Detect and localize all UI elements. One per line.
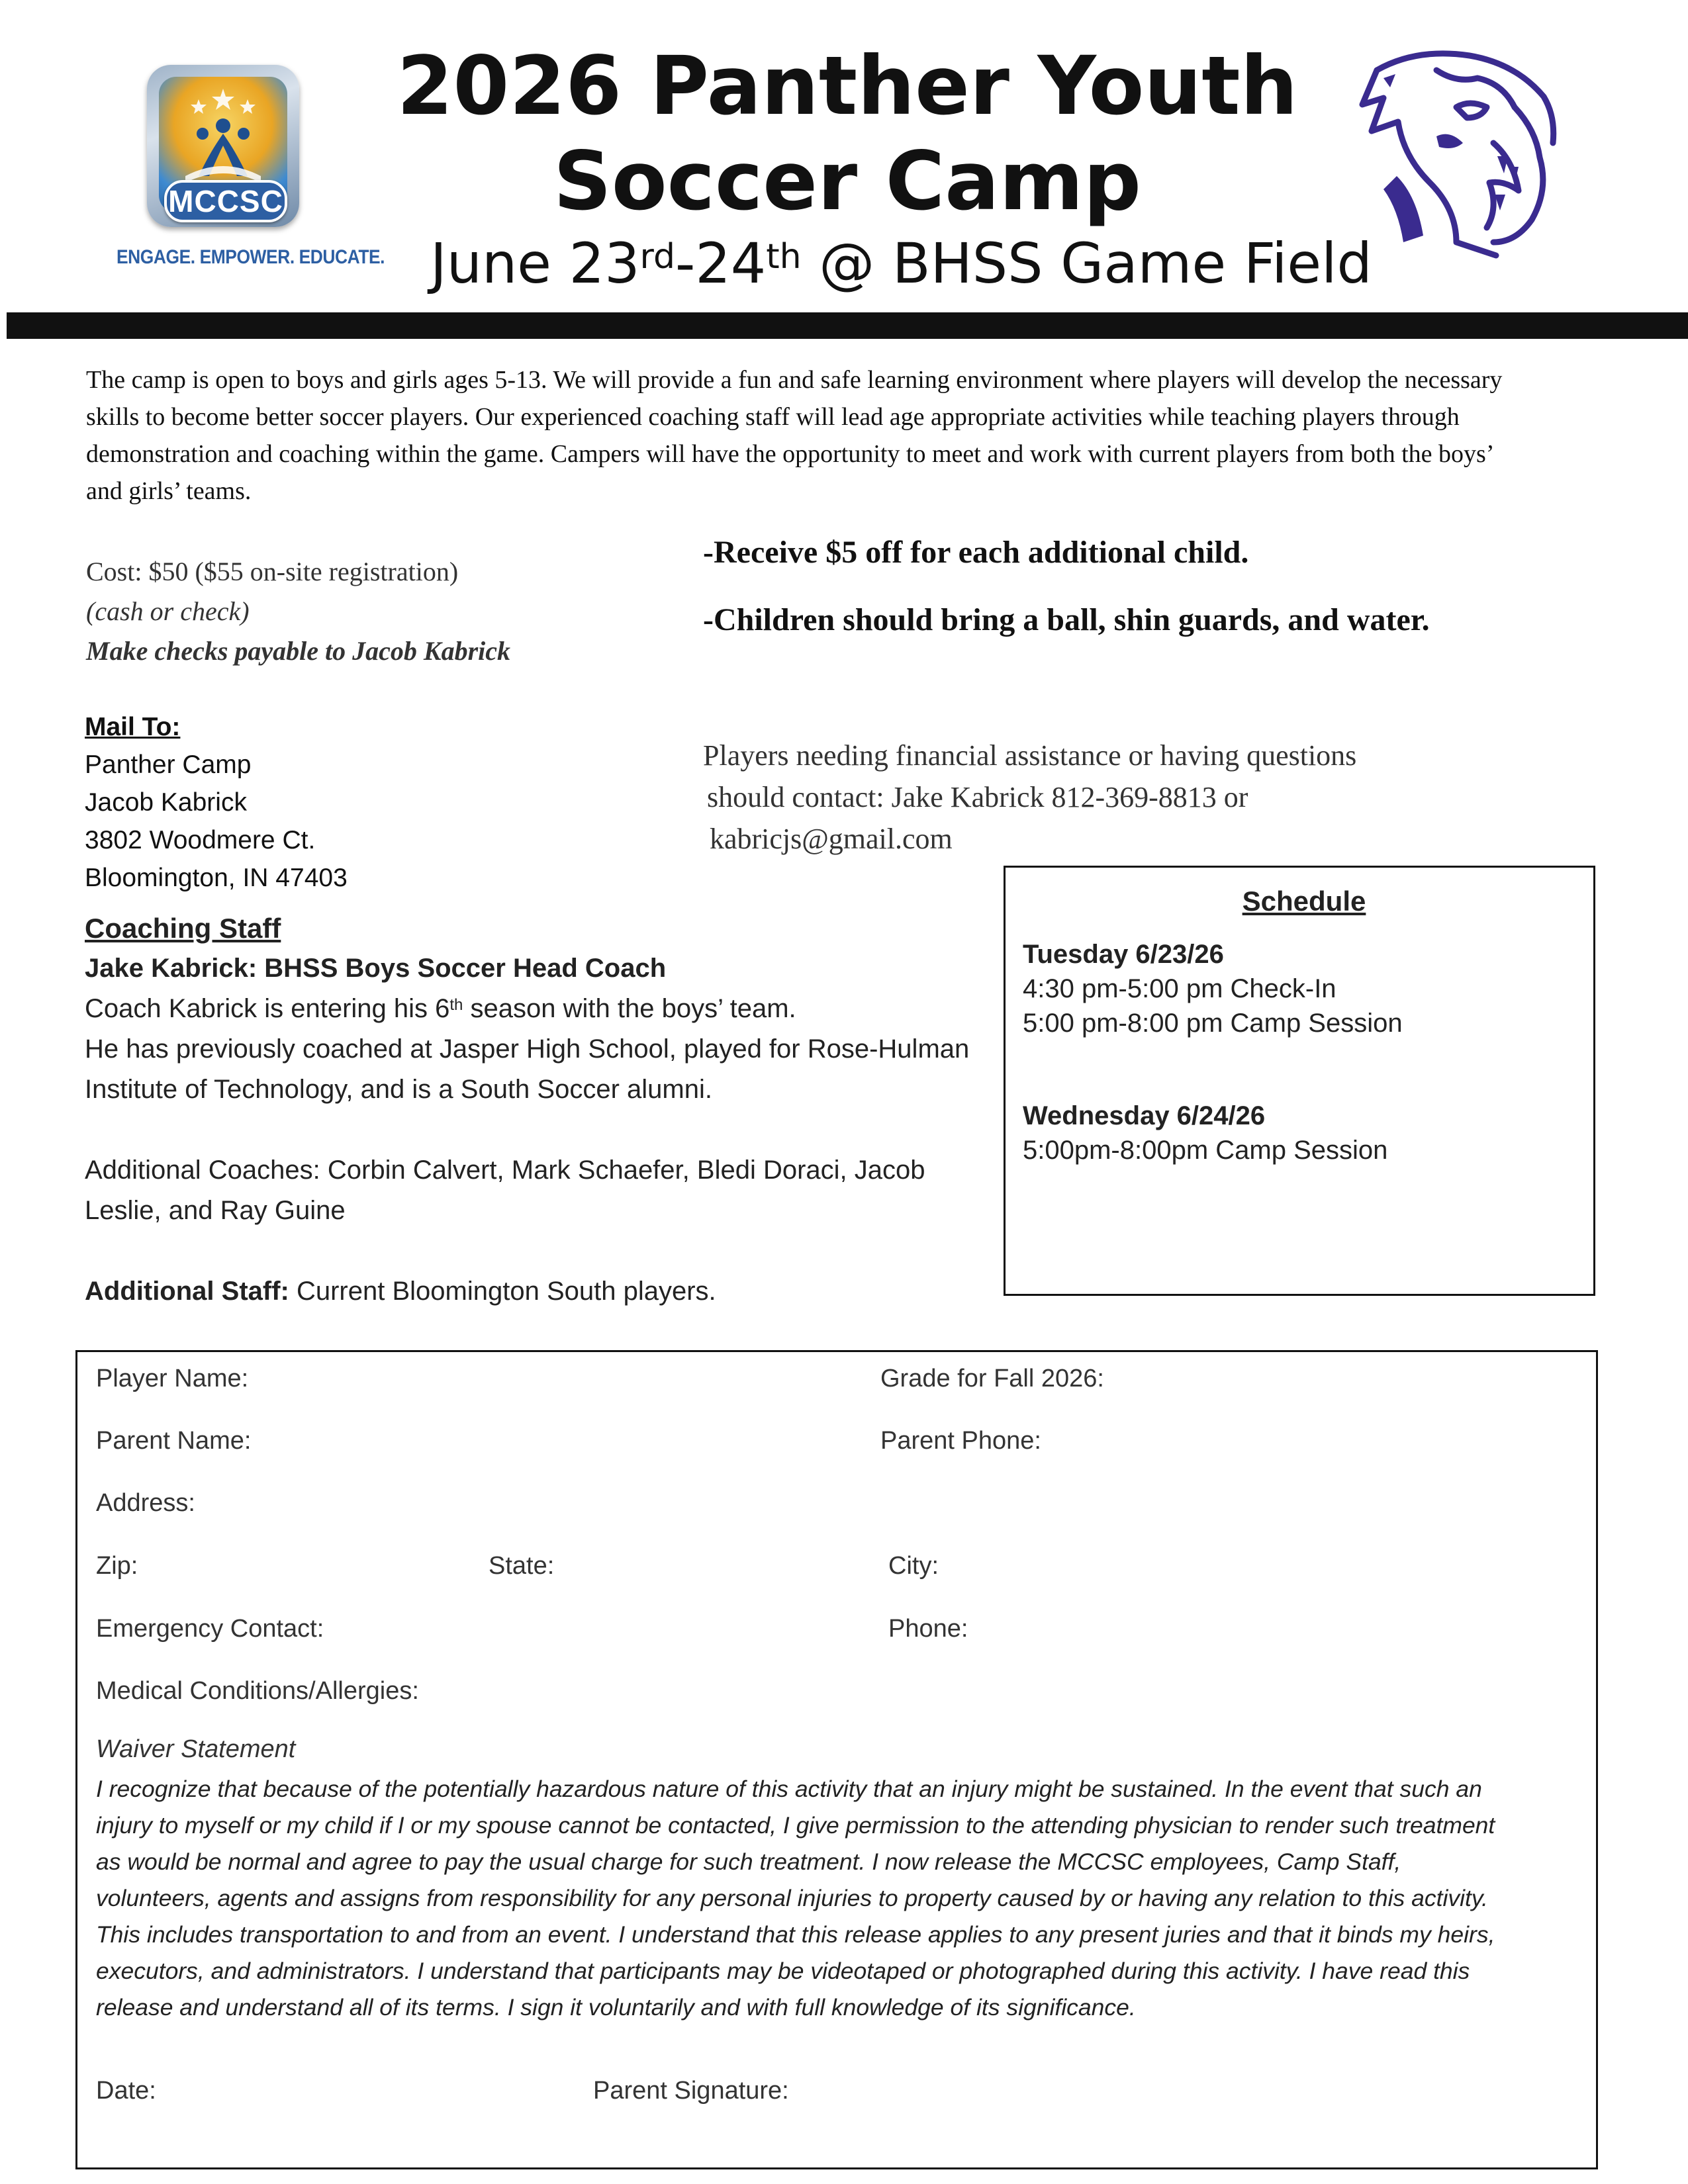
cost-section bbox=[86, 552, 510, 671]
head-coach: Jake Kabrick: BHSS Boys Soccer Head Coach bbox=[85, 954, 667, 983]
schedule-item: 5:00pm-8:00pm Camp Session bbox=[1023, 1136, 1388, 1165]
bring-items-note: -Children should bring a ball, shin guards, and water. bbox=[703, 602, 1430, 637]
mail-line: Jacob Kabrick bbox=[85, 788, 247, 817]
mail-to-section bbox=[85, 708, 348, 897]
header-divider bbox=[7, 312, 1688, 339]
contact-info bbox=[703, 735, 1497, 860]
payment-method: (cash or check) bbox=[86, 596, 250, 626]
camp-description: The camp is open to boys and girls ages 5-13. We will provide a fun and safe learning environment where players will develop the necessary skills to become better soccer players. Our experienced coaching staff will lead age appropriate activities while teaching players through demonstration and coaching within the game. Campers will have the opportunity to meet and work with current players from both the boys’ and girls’ teams. bbox=[86, 366, 1503, 505]
state-field[interactable]: State: bbox=[489, 1552, 555, 1580]
additional-coaches: Additional Coaches: Corbin Calvert, Mark Schaefer, Bledi Doraci, Jacob Leslie, and Ray Guine bbox=[85, 1156, 925, 1225]
waiver-statement: I recognize that because of the potentially hazardous nature of this activity that an injury might be sustained. In the event that such an injury to myself or my child if I or my spouse cannot be contacted, I give permission to the attending physician to render such treatment as would be normal and agree to pay the usual charge for such treatment. I now release the MCCSC employees, Camp Staff, volunteers, agents and assigns from responsibility for any personal injuries to property caused by or having any relation to this activity. This includes transportation to and from an event. I understand that this release applies to any present juries and that it binds my heirs, executors, and administrators. I understand that participants may be videotaped or photographed during this activity. I have read this release and understand all of its terms. I sign it voluntarily and with full knowledge of its significance. bbox=[96, 1776, 1495, 2021]
additional-staff: Additional Staff: Current Bloomington South players. bbox=[85, 1277, 716, 1306]
cost-line: Cost: $50 ($55 on-site registration) bbox=[86, 557, 459, 586]
logo-tagline: ENGAGE. EMPOWER. EDUCATE. bbox=[117, 246, 385, 268]
contact-line: Players needing financial assistance or having questions bbox=[703, 739, 1357, 772]
discount-note: -Receive $5 off for each additional child. bbox=[703, 535, 1249, 570]
address-field[interactable]: Address: bbox=[96, 1489, 195, 1517]
schedule-item: 5:00 pm-8:00 pm Camp Session bbox=[1023, 1009, 1403, 1038]
contact-line: should contact: Jake Kabrick 812-369-8813 or bbox=[707, 781, 1248, 813]
schedule-item: 4:30 pm-5:00 pm Check-In bbox=[1023, 974, 1336, 1003]
camp-notes bbox=[703, 529, 1564, 643]
parent-signature-field[interactable]: Parent Signature: bbox=[593, 2077, 789, 2105]
page-title-line1: 2026 Panther Youth bbox=[397, 39, 1298, 133]
coaching-staff-heading: Coaching Staff bbox=[85, 913, 281, 944]
emergency-phone-field[interactable]: Phone: bbox=[888, 1615, 968, 1643]
coach-bio-2: He has previously coached at Jasper High School, played for Rose-Hulman Institute of Technology, and is a South Soccer alumni. bbox=[85, 1034, 970, 1104]
schedule-heading: Schedule bbox=[1242, 886, 1366, 917]
zip-field[interactable]: Zip: bbox=[96, 1552, 138, 1580]
date-field[interactable]: Date: bbox=[96, 2077, 156, 2105]
mccsc-logo-text: MCCSC bbox=[164, 180, 287, 222]
city-field[interactable]: City: bbox=[888, 1552, 939, 1580]
coach-bio: Coach Kabrick is entering his 6th season with the boys’ team. bbox=[85, 994, 796, 1023]
mail-line: Bloomington, IN 47403 bbox=[85, 864, 348, 892]
schedule-day: Wednesday 6/24/26 bbox=[1023, 1101, 1266, 1130]
page-title-line2: Soccer Camp bbox=[553, 134, 1141, 228]
mail-to-heading: Mail To: bbox=[85, 713, 181, 741]
emergency-contact-field[interactable]: Emergency Contact: bbox=[96, 1615, 324, 1643]
parent-phone-field[interactable]: Parent Phone: bbox=[880, 1427, 1041, 1455]
parent-name-field[interactable]: Parent Name: bbox=[96, 1427, 252, 1455]
waiver-heading: Waiver Statement bbox=[96, 1735, 296, 1763]
event-date-location: June 23rd-24th @ BHSS Game Field bbox=[430, 231, 1372, 296]
panther-mascot-icon bbox=[1357, 44, 1569, 262]
coaching-staff-section bbox=[85, 908, 985, 1312]
schedule-content bbox=[1023, 884, 1585, 1167]
mail-line: 3802 Woodmere Ct. bbox=[85, 826, 316, 854]
contact-email[interactable]: kabricjs@gmail.com bbox=[710, 823, 953, 855]
mail-line: Panther Camp bbox=[85, 751, 252, 779]
registration-form bbox=[75, 1350, 1598, 2169]
grade-field[interactable]: Grade for Fall 2026: bbox=[880, 1365, 1104, 1392]
checks-payable: Make checks payable to Jacob Kabrick bbox=[86, 636, 510, 666]
medical-conditions-field[interactable]: Medical Conditions/Allergies: bbox=[96, 1677, 419, 1705]
schedule-day: Tuesday 6/23/26 bbox=[1023, 940, 1224, 969]
player-name-field[interactable]: Player Name: bbox=[96, 1365, 249, 1392]
